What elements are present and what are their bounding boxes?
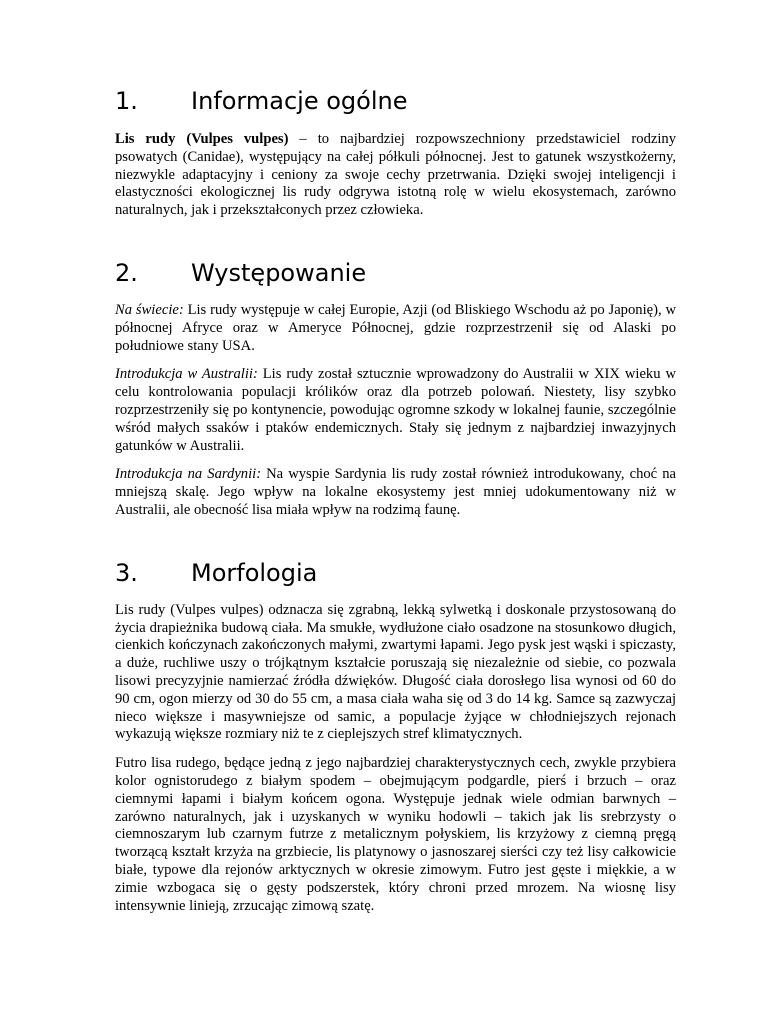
paragraph-lead: Na świecie: (115, 301, 184, 318)
paragraph-text: Na wyspie Sardynia lis rudy został również introdukowany, choć na mniejszą skalę. Jego wpływ na lokalne ekosystemy jest mniej udokumentowany niż w Australii, ale obecność lisa miała wpływ na rodzimą faunę. (115, 466, 676, 518)
paragraph-lead: Introdukcja w Australii: (115, 366, 258, 383)
paragraph-text: Futro lisa rudego, będące jedną z jego najbardziej charakterystycznych cech, zwykle przybiera kolor ognistorudego z białym spodem – obejmującym podgardle, pierś i brzuch – oraz ciemnymi łapami i białym końcem ogona. Występuje jednak wiele odmian barwnych – zarówno naturalnych, jak i uzyskanych w wyniku hodowli – takich jak lis srebrzysty o ciemnoszarym lub czarnym futrze z metalicznym połyskiem, lis krzyżowy z ciemną pręgą tworzącą kształt krzyża na grzbiecie, lis platynowy o jasnoszarej sierści czy też lisy całkowicie białe, typowe dla rejonów arktycznych w okresie zimowym. Futro jest gęste i miękkie, a w zimie wzbogaca się o gęsty podszerstek, który chroni przed mrozem. Na wiosnę lisy intensywnie linieją, zrzucając zimową szatę. (115, 755, 676, 914)
document-page (115, 84, 676, 915)
paragraph-text: – to najbardziej rozpowszechniony przedstawiciel rodziny psowatych (Canidae), występujący na całej półkuli północnej. Jest to gatunek wszystkożerny, niezwykle adaptacyjny i ceniony za swoje cechy przetrwania. Dzięki swojej inteligencji i elastyczności ekologicznej lis rudy odgrywa istotną rolę w wielu ekosystemach, zarówno naturalnych, jak i przekształconych przez człowieka. (115, 131, 676, 219)
section-number: 3. (115, 558, 138, 587)
paragraph-lead: Lis rudy (Vulpes vulpes) (115, 131, 289, 147)
paragraph-general-info (115, 131, 676, 220)
paragraph-text: Lis rudy został sztucznie wprowadzony do Australii w XIX wieku w celu kontrolowania populacji królików oraz dla potrzeb polowań. Niestety, lisy szybko rozprzestrzeniły się po kontynencie, powodując ogromne szkody w lokalnej faunie, szczególnie wśród małych ssaków i ptaków endemicznych. Stały się jednym z najbardziej inwazyjnych gatunków w Australii. (115, 366, 676, 454)
paragraph-text: Lis rudy występuje w całej Europie, Azji (od Bliskiego Wschodu aż po Japonię), w północnej Afryce oraz w Ameryce Północnej, gdzie rozprzestrzenił się od Alaski po południowe stany USA. (115, 301, 677, 354)
section-number: 2. (115, 258, 138, 287)
paragraph-text: Lis rudy (Vulpes vulpes) odznacza się zgrabną, lekką sylwetką i doskonale przystosowaną do życia drapieżnika budową ciała. Ma smukłe, wydłużone ciało osadzone na stosunkowo długich, cienkich kończynach zakończonych małymi, zwartymi łapami. Jego pysk jest wąski i spiczasty, a duże, ruchliwe uszy o trójkątnym kształcie poruszają się niezależnie od siebie, co pozwala lisowi precyzyjnie namierzać źródła dźwięków. Długość ciała dorosłego lisa wynosi od 60 do 90 cm, ogon mierzy od 30 do 55 cm, a masa ciała waha się od 3 do 14 kg. Samce są zazwyczaj nieco większe i masywniejsze od samic, a populacje żyjące w chłodniejszych rejonach wykazują większe rozmiary niż te z cieplejszych stref klimatycznych. (115, 601, 676, 743)
paragraph-fur (115, 755, 676, 915)
paragraph-lead: Introdukcja na Sardynii: (115, 466, 262, 483)
section-heading-morphology (115, 556, 676, 590)
section-title: Informacje ogólne (191, 87, 408, 115)
section-heading-general-info (115, 84, 676, 118)
paragraph-world-range (115, 302, 676, 355)
paragraph-body-build (115, 602, 676, 744)
section-heading-occurrence (115, 256, 676, 290)
section-title: Morfologia (191, 558, 318, 587)
paragraph-sardinia-introduction (115, 466, 676, 519)
paragraph-australia-introduction (115, 366, 676, 455)
section-title: Występowanie (191, 258, 367, 287)
section-number: 1. (115, 87, 138, 115)
